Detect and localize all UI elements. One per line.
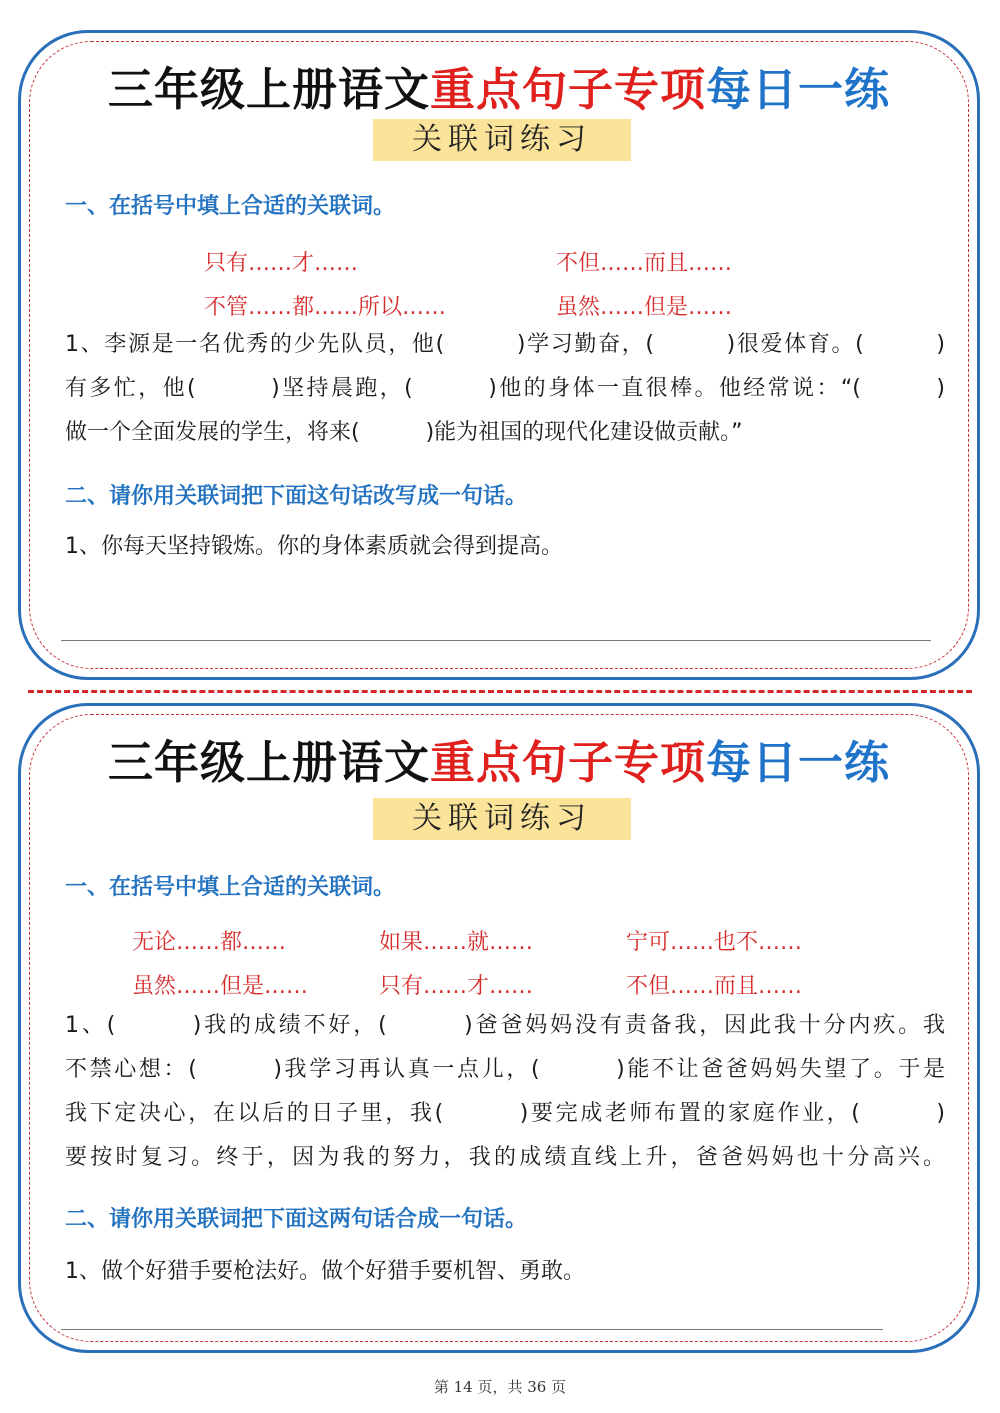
exercise-card-2 (18, 703, 980, 1353)
question-line: 1、做个好猎手要枪法好。做个好猎手要机智、勇敢。 (65, 1259, 585, 1284)
card-title: 三年级上册语文重点句子专项每日一练 (107, 736, 891, 789)
word-option: 虽然……但是…… (556, 295, 733, 320)
cut-line-divider (28, 690, 972, 693)
section1-heading: 一、在括号中填上合适的关联词。 (65, 194, 396, 219)
word-option: 不管……都……所以…… (204, 295, 447, 320)
question-line: 1、( )我的成绩不好，( )爸爸妈妈没有责备我，因此我十分内疚。我 (65, 1013, 945, 1038)
question-line: 做一个全面发展的学生，将来( )能为祖国的现代化建设做贡献。” (65, 420, 743, 445)
question-1-paragraph (65, 323, 945, 455)
answer-line[interactable] (61, 640, 931, 641)
card-title: 三年级上册语文重点句子专项每日一练 (107, 63, 891, 116)
question-line: 不禁心想：( )我学习再认真一点儿，( )能不让爸爸妈妈失望了。于是 (65, 1057, 945, 1082)
question-line: 1、你每天坚持锻炼。你的身体素质就会得到提高。 (65, 534, 563, 559)
word-option: 如果……就…… (379, 930, 534, 955)
question-2-text (65, 525, 945, 569)
question-1-paragraph (65, 1004, 945, 1180)
page-number: 第 14 页，共 36 页 (433, 1378, 567, 1396)
card-subtitle: 关联词练习 (373, 798, 631, 840)
exercise-card-1 (18, 30, 980, 680)
section2-heading: 二、请你用关联词把下面这两句话合成一句话。 (65, 1207, 528, 1232)
word-option: 只有……才…… (379, 974, 534, 999)
answer-line[interactable] (61, 1329, 883, 1330)
card-subtitle: 关联词练习 (373, 119, 631, 161)
word-option: 不但……而且…… (626, 974, 803, 999)
question-line: 要按时复习。终于，因为我的努力，我的成绩直线上升，爸爸妈妈也十分高兴。 (65, 1145, 945, 1170)
word-option: 宁可……也不…… (626, 930, 803, 955)
word-option: 不但……而且…… (556, 251, 733, 276)
question-line: 有多忙，他( )坚持晨跑，( )他的身体一直很棒。他经常说：“( ) (65, 376, 945, 401)
question-2-text (65, 1250, 945, 1294)
section1-heading: 一、在括号中填上合适的关联词。 (65, 875, 396, 900)
section2-heading: 二、请你用关联词把下面这句话改写成一句话。 (65, 484, 528, 509)
word-option: 虽然……但是…… (132, 974, 309, 999)
word-option: 只有……才…… (204, 251, 359, 276)
question-line: 1、李源是一名优秀的少先队员，他( )学习勤奋，( )很爱体育。( ) (65, 332, 945, 357)
word-option: 无论……都…… (132, 930, 287, 955)
question-line: 我下定决心，在以后的日子里，我( )要完成老师布置的家庭作业，( ) (65, 1101, 945, 1126)
